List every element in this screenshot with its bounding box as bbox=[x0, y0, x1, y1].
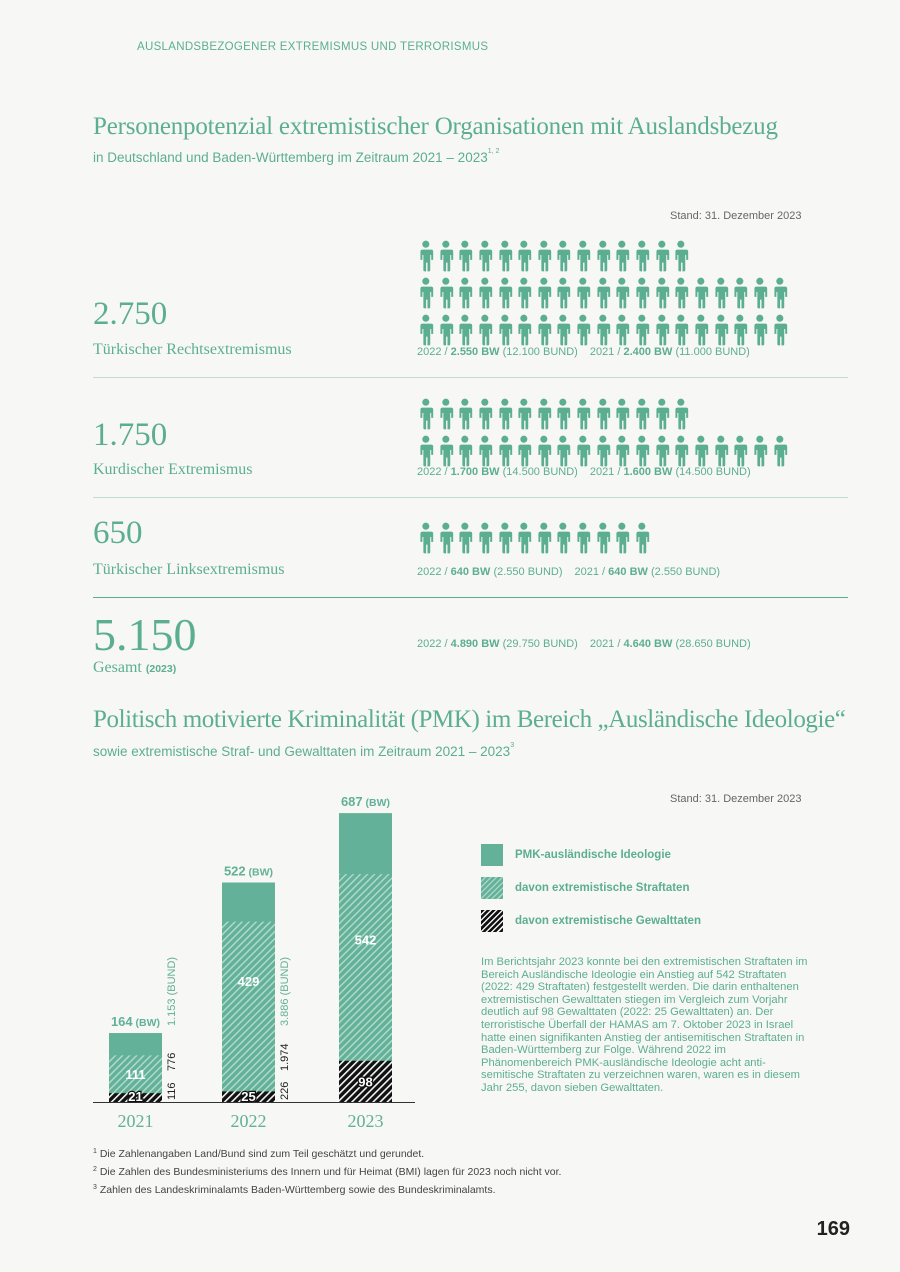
running-head: AUSLANDSBEZOGENER EXTREMISMUS UND TERRORISMUS bbox=[137, 41, 489, 53]
person-icon bbox=[416, 522, 436, 554]
page-number: 169 bbox=[816, 1218, 850, 1240]
person-icon bbox=[730, 314, 750, 346]
bund-label-pmk: 3.886 (BUND) bbox=[279, 956, 291, 1026]
legend-swatch-solid bbox=[481, 844, 503, 866]
person-icon bbox=[455, 314, 475, 346]
person-icon-row bbox=[416, 398, 796, 435]
explanation-text: Im Berichtsjahr 2023 konnte bei den extremistischen Straftaten im Bereich Ausländische Ideologie ein Anstieg auf 542 Straftaten (2022: 429 Straftaten) festgestellt werden. Die darin enthaltenen extremistischen Gewalttaten stiegen im Vergleich zum Vorjahr deutlich auf 98 Gewalttaten (2022: 25 Gewalttaten) an. Der terroristische Überfall der HAMAS am 7. Oktober 2023 in Israel hatte einen signifikanten Anstieg der antisemitischen Straftaten in Baden-Württemberg zur Folge. Während 2022 im Phänomenbereich PMK-ausländische Ideologie acht anti-semitische Straftaten zu verzeichnen waren, waren es in diesem Jahr 255, davon sieben Gewalttaten. bbox=[481, 956, 808, 1094]
category-label: 2021 bbox=[117, 1111, 154, 1131]
person-icon bbox=[475, 314, 495, 346]
person-icon bbox=[495, 314, 515, 346]
legend-swatch-hatch bbox=[481, 877, 503, 899]
person-icon bbox=[691, 314, 711, 346]
bar-label-gewalttaten: 21 bbox=[128, 1089, 143, 1104]
person-icon bbox=[750, 314, 770, 346]
person-icon bbox=[514, 398, 534, 430]
group-value: 2.750 bbox=[93, 296, 168, 332]
person-icon bbox=[652, 277, 672, 309]
group-label: Türkischer Linksextremismus bbox=[93, 561, 285, 578]
person-icon bbox=[436, 435, 456, 467]
person-icon bbox=[534, 277, 554, 309]
section2-subtitle: sowie extremistische Straf- und Gewalttaten im Zeitraum 2021 – 2023$^3$ bbox=[93, 742, 515, 759]
section2-title: Politisch motivierte Kriminalität (PMK) im Bereich „Ausländische Ideologie“ bbox=[93, 706, 846, 733]
person-icon bbox=[652, 314, 672, 346]
person-icon bbox=[652, 398, 672, 430]
person-icon-row bbox=[416, 277, 796, 314]
person-icon bbox=[416, 240, 436, 272]
person-icon bbox=[671, 314, 691, 346]
person-icon bbox=[573, 277, 593, 309]
person-icon bbox=[534, 398, 554, 430]
bar-label-straftaten: 111 bbox=[125, 1067, 146, 1083]
footnote: $^3$ Zahlen des Landeskriminalamts Baden-Württemberg sowie des Bundeskriminalamts. bbox=[93, 1184, 496, 1196]
person-icon bbox=[632, 435, 652, 467]
footnote: $^1$ Die Zahlenangaben Land/Bund sind zum Teil geschätzt und gerundet. bbox=[93, 1148, 425, 1160]
person-icon bbox=[495, 277, 515, 309]
person-icon bbox=[475, 277, 495, 309]
person-icon bbox=[612, 522, 632, 554]
person-icon bbox=[593, 277, 613, 309]
person-icon bbox=[632, 277, 652, 309]
person-icon bbox=[730, 277, 750, 309]
person-icon bbox=[593, 522, 613, 554]
person-icon bbox=[573, 522, 593, 554]
bar-total-label: 522 (BW) bbox=[223, 863, 274, 879]
person-icon-grid bbox=[416, 398, 796, 472]
legend-item-gewalttaten: davon extremistische Gewalttaten bbox=[481, 910, 701, 932]
person-icon bbox=[553, 435, 573, 467]
person-icon bbox=[475, 522, 495, 554]
divider bbox=[93, 377, 848, 378]
person-icon bbox=[514, 314, 534, 346]
divider-total bbox=[93, 597, 848, 598]
person-icon bbox=[534, 240, 554, 272]
person-icon bbox=[770, 277, 790, 309]
bar-total-label: 164 (BW) bbox=[110, 1014, 161, 1030]
person-icon bbox=[455, 522, 475, 554]
total-label: Gesamt (2023) bbox=[93, 659, 177, 676]
person-icon bbox=[534, 435, 554, 467]
person-icon bbox=[593, 398, 613, 430]
person-icon bbox=[770, 314, 790, 346]
group-label: Kurdischer Extremismus bbox=[93, 461, 253, 478]
person-icon bbox=[514, 435, 534, 467]
person-icon bbox=[691, 435, 711, 467]
category-label: 2022 bbox=[230, 1111, 267, 1131]
person-icon bbox=[573, 240, 593, 272]
bar-label-gewalttaten: 25 bbox=[241, 1089, 256, 1104]
person-icon bbox=[593, 240, 613, 272]
person-icon bbox=[612, 277, 632, 309]
person-icon bbox=[495, 398, 515, 430]
bar-label-gewalttaten: 98 bbox=[358, 1074, 373, 1090]
person-icon bbox=[652, 240, 672, 272]
person-icon bbox=[730, 435, 750, 467]
person-icon bbox=[553, 398, 573, 430]
category-label: 2023 bbox=[347, 1111, 384, 1131]
person-icon bbox=[691, 277, 711, 309]
person-icon bbox=[553, 277, 573, 309]
person-icon-row bbox=[416, 240, 796, 277]
legend-swatch-black bbox=[481, 910, 503, 932]
person-icon bbox=[770, 435, 790, 467]
person-icon bbox=[750, 435, 770, 467]
bund-label-straf: 776 bbox=[166, 1052, 178, 1071]
person-icon bbox=[711, 314, 731, 346]
person-icon bbox=[534, 522, 554, 554]
person-icon bbox=[671, 398, 691, 430]
bar-total-suffix: (BW) bbox=[132, 1017, 161, 1030]
person-icon bbox=[495, 240, 515, 272]
person-icon bbox=[455, 398, 475, 430]
section2-stand: Stand: 31. Dezember 2023 bbox=[670, 793, 802, 805]
person-icon bbox=[553, 240, 573, 272]
person-icon bbox=[553, 522, 573, 554]
legend-item-straftaten: davon extremistische Straftaten bbox=[481, 877, 689, 899]
person-icon bbox=[612, 435, 632, 467]
person-icon bbox=[475, 240, 495, 272]
person-icon bbox=[612, 314, 632, 346]
group-label: Türkischer Rechtsextremismus bbox=[93, 341, 292, 358]
person-icon bbox=[416, 277, 436, 309]
person-icon bbox=[652, 435, 672, 467]
footnote: $^2$ Die Zahlen des Bundesministeriums des Innern und für Heimat (BMI) lagen für 2023 noch nicht vor. bbox=[93, 1166, 562, 1178]
person-icon bbox=[514, 522, 534, 554]
group-value: 650 bbox=[93, 515, 143, 551]
bund-label-gewalt: 116 bbox=[166, 1082, 178, 1100]
person-icon bbox=[455, 435, 475, 467]
person-icon bbox=[671, 240, 691, 272]
person-icon bbox=[534, 314, 554, 346]
pmk-bar-chart bbox=[93, 780, 423, 1140]
bar-label-straftaten: 542 bbox=[354, 932, 377, 948]
person-icon bbox=[436, 240, 456, 272]
person-icon bbox=[416, 435, 436, 467]
person-icon bbox=[632, 240, 652, 272]
person-icon bbox=[455, 240, 475, 272]
person-icon bbox=[416, 314, 436, 346]
section1-stand: Stand: 31. Dezember 2023 bbox=[670, 210, 802, 222]
person-icon bbox=[593, 314, 613, 346]
person-icon-row bbox=[416, 522, 796, 559]
person-icon bbox=[495, 522, 515, 554]
group-caption: 2022 / 1.700 BW (14.500 BUND) 2021 / 1.600 BW (14.500 BUND) bbox=[417, 466, 751, 478]
divider bbox=[93, 497, 848, 498]
section1-title: Personenpotenzial extremistischer Organisationen mit Auslandsbezug bbox=[93, 113, 778, 140]
person-icon bbox=[632, 522, 652, 554]
total-caption: 2022 / 4.890 BW (29.750 BUND) 2021 / 4.640 BW (28.650 BUND) bbox=[417, 638, 751, 650]
person-icon bbox=[612, 398, 632, 430]
person-icon bbox=[573, 314, 593, 346]
person-icon bbox=[750, 277, 770, 309]
section1-subtitle: in Deutschland und Baden-Württemberg im Zeitraum 2021 – 2023$^{1, 2}$ bbox=[93, 148, 500, 165]
person-icon bbox=[436, 314, 456, 346]
bund-label-gewalt: 226 bbox=[279, 1081, 291, 1100]
person-icon bbox=[553, 314, 573, 346]
total-value: 5.150 bbox=[93, 609, 197, 660]
person-icon bbox=[436, 522, 456, 554]
person-icon bbox=[632, 398, 652, 430]
legend-item-pmk: PMK-ausländische Ideologie bbox=[481, 844, 671, 866]
person-icon bbox=[495, 435, 515, 467]
person-icon bbox=[436, 398, 456, 430]
person-icon bbox=[455, 277, 475, 309]
person-icon bbox=[475, 398, 495, 430]
person-icon-grid bbox=[416, 522, 796, 559]
person-icon bbox=[593, 435, 613, 467]
group-caption: 2022 / 2.550 BW (12.100 BUND) 2021 / 2.400 BW (11.000 BUND) bbox=[417, 346, 750, 358]
bund-label-straf: 1.974 bbox=[279, 1043, 291, 1071]
person-icon bbox=[612, 240, 632, 272]
bar-straftaten bbox=[222, 922, 275, 1102]
bar-label-straftaten: 429 bbox=[237, 974, 260, 990]
person-icon bbox=[671, 277, 691, 309]
person-icon bbox=[514, 277, 534, 309]
group-value: 1.750 bbox=[93, 417, 168, 453]
person-icon bbox=[514, 240, 534, 272]
person-icon bbox=[416, 398, 436, 430]
person-icon bbox=[671, 435, 691, 467]
person-icon-grid bbox=[416, 240, 796, 351]
bar-total-suffix: (BW) bbox=[362, 797, 391, 810]
bar-total-suffix: (BW) bbox=[245, 866, 274, 879]
bar-total-label: 687 (BW) bbox=[340, 794, 391, 810]
person-icon bbox=[711, 435, 731, 467]
person-icon bbox=[632, 314, 652, 346]
group-caption: 2022 / 640 BW (2.550 BUND) 2021 / 640 BW (2.550 BUND) bbox=[417, 566, 721, 578]
bund-label-pmk: 1.153 (BUND) bbox=[166, 956, 178, 1026]
person-icon bbox=[711, 277, 731, 309]
person-icon bbox=[573, 435, 593, 467]
person-icon bbox=[475, 435, 495, 467]
person-icon bbox=[573, 398, 593, 430]
person-icon bbox=[436, 277, 456, 309]
